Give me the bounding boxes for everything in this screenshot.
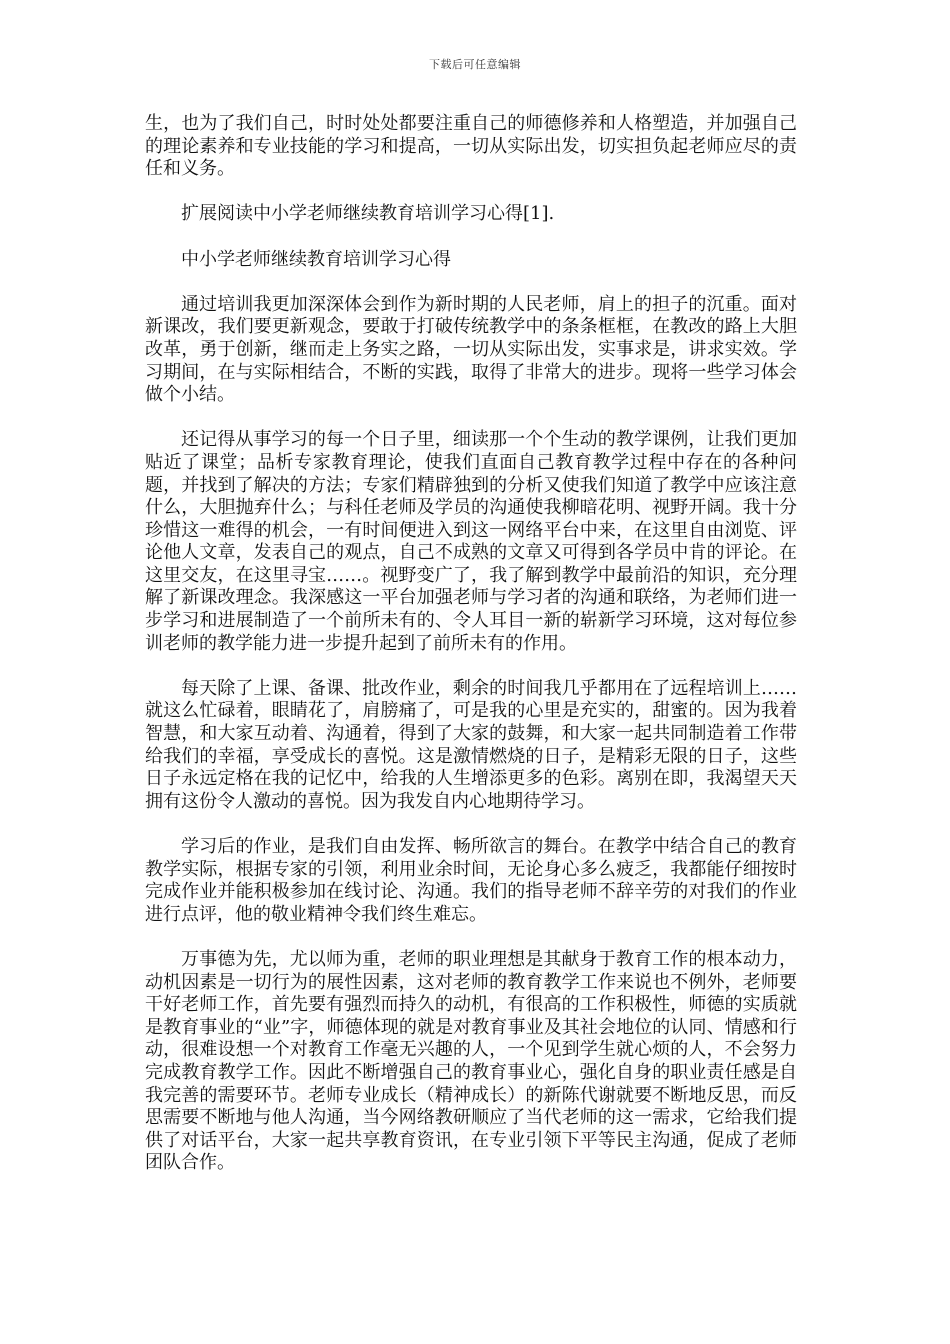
paragraph-continuation: 生，也为了我们自己，时时处处都要注重自己的师德修养和人格塑造，并加强自己的理论素养和专业技能的学习和提高，一切从实际出发，切实担负起老师应尽的责任和义务。 — [145, 113, 797, 180]
document-body — [145, 113, 797, 1175]
extended-reading-line: 扩展阅读中小学老师继续教育培训学习心得[1]. — [181, 203, 555, 225]
paragraph-gap — [145, 181, 797, 204]
paragraph-teacher-ethics: 万事德为先，尤以师为重，老师的职业理想是其献身于教育工作的根本动力，动机因素是一切行为的展性因素，这对老师的教育教学工作来说也不例外，老师要干好老师工作，首先要有强烈而持久的动机，有很高的工作积极性，师德的实质就是教育事业的“业”字，师德体现的就是对教育事业及其社会地位的认同、情感和行动，很难设想一个对教育工作毫无兴趣的人，一个见到学生就心烦的人，不会努力完成教育教学工作。因此不断增强自己的教育事业心，强化自身的职业责任感是自我完善的需要环节。老师专业成长（精神成长）的新陈代谢就要不断地反思，而反思需要不断地与他人沟通，当今网络教研顺应了当代老师的这一需求，它给我们提供了对话平台，大家一起共享教育资讯，在专业引领下平等民主沟通，促成了老师团队合作。 — [145, 948, 797, 1174]
paragraph-learning-days: 还记得从事学习的每一个日子里，细读那一个个生动的教学课例，让我们更加贴近了课堂；品析专家教育理论，使我们直面自己教育教学过程中存在的各种问题，并找到了解决的方法；专家们精辟独到的分析又使我们知道了教学中应该注意什么，大胆抛弃什么；与科任老师及学员的沟通使我柳暗花明、视野开阔。我十分珍惜这一难得的机会，一有时间便进入到这一网络平台中来，在这里自由浏览、评论他人文章，发表自己的观点，自己不成熟的文章又可得到各学员中肯的评论。在这里交友，在这里寻宝……。视野变广了，我了解到教学中最前沿的知识，充分理解了新课改理念。我深感这一平台加强老师与学习者的沟通和联络，为老师们进一步学习和进展制造了一个前所未有的、令人耳目一新的崭新学习环境，这对每位参训老师的教学能力进一步提升起到了前所未有的作用。 — [145, 429, 797, 654]
paragraph-homework: 学习后的作业，是我们自由发挥、畅所欲言的舞台。在教学中结合自己的教育教学实际，根据专家的引领，利用业余时间，无论身心多么疲乏，我都能仔细按时完成作业并能积极参加在线讨论、沟通。我们的指导老师不辞辛劳的对我们的作业进行点评，他的敬业精神令我们终生难忘。 — [145, 836, 797, 925]
paragraph-gap — [145, 407, 797, 430]
paragraph-gap — [145, 813, 797, 836]
paragraph-gap — [145, 226, 797, 249]
paragraph-gap — [145, 926, 797, 949]
page-header-note: 下载后可任意编辑 — [429, 58, 521, 71]
paragraph-intro: 通过培训我更加深深体会到作为新时期的人民老师，肩上的担子的沉重。面对新课改，我们要更新观念，要敢于打破传统教学中的条条框框，在教改的路上大胆改革，勇于创新，继而走上务实之路，一切从实际出发，实事求是，讲求实效。学习期间，在与实际相结合，不断的实践，取得了非常大的进步。现将一些学习体会做个小结。 — [145, 293, 797, 406]
paragraph-gap — [145, 271, 797, 294]
section-title: 中小学老师继续教育培训学习心得 — [181, 248, 451, 270]
paragraph-gap — [145, 655, 797, 678]
paragraph-daily-routine: 每天除了上课、备课、批改作业，剩余的时间我几乎都用在了远程培训上……就这么忙碌着，眼睛花了，肩膀痛了，可是我的心里是充实的，甜蜜的。因为我着智慧，和大家互动着、沟通着，得到了大家的鼓舞，和大家一起共同制造着工作带给我们的幸福，享受成长的喜悦。这是激情燃烧的日子，是精彩无限的日子，这些日子永远定格在我的记忆中，给我的人生增添更多的色彩。离别在即，我渴望天天拥有这份令人激动的喜悦。因为我发自内心地期待学习。 — [145, 677, 797, 812]
